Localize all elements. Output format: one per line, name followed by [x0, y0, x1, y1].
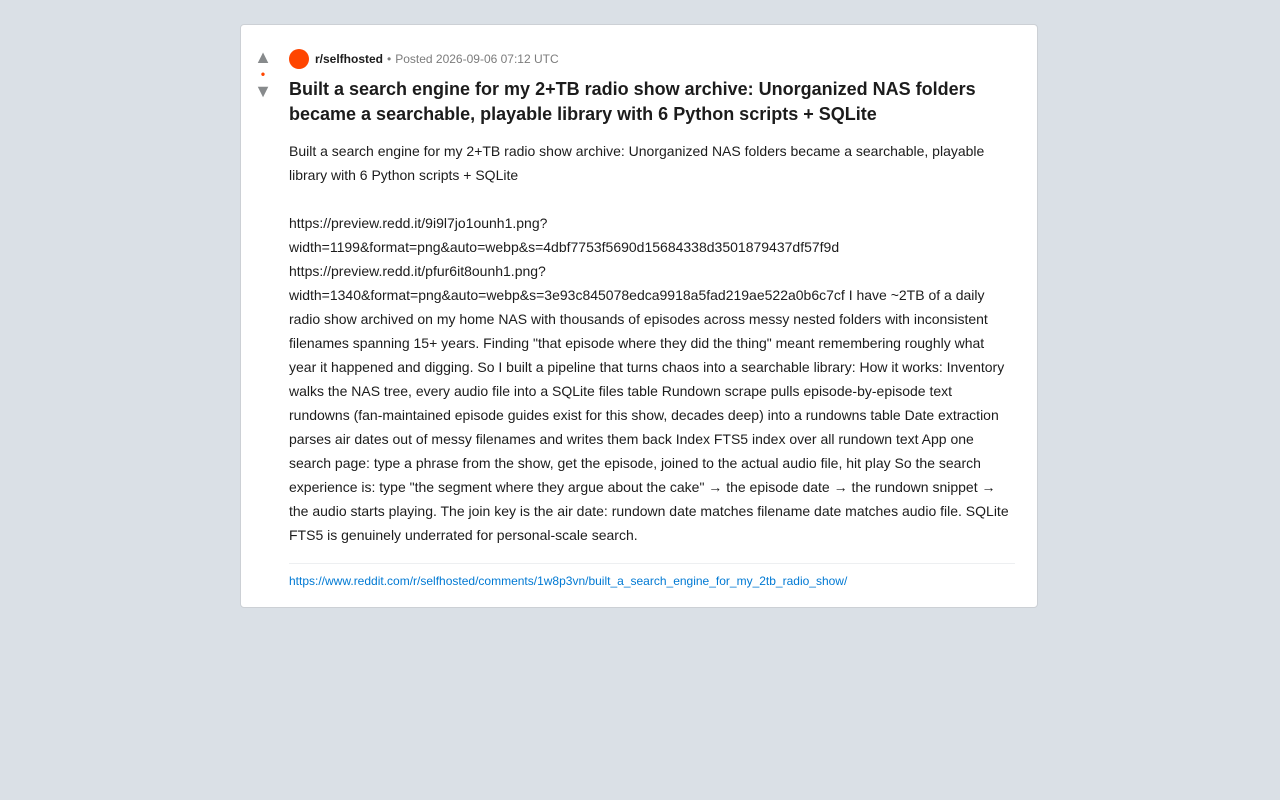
post-content	[289, 49, 1015, 589]
upvote-arrow-icon[interactable]: ▲	[254, 47, 272, 67]
vote-column	[251, 47, 275, 101]
body-link-2-part-a: https://preview.redd.it/pfur6it8ounh1.png?	[289, 263, 546, 279]
subreddit-icon[interactable]	[289, 49, 309, 69]
permalink-link[interactable]: https://www.reddit.com/r/selfhosted/comments/1w8p3vn/built_a_search_engine_for_my_2tb_radio_show/	[289, 574, 848, 588]
body-link-1-part-a: https://preview.redd.it/9i9l7jo1ounh1.png?	[289, 215, 548, 231]
body-link-1-part-b: width=1199&format=png&auto=webp&s=4dbf7753f5690d15684338d3501879437df57f9d	[289, 239, 840, 255]
body-intro: Built a search engine for my 2+TB radio show archive: Unorganized NAS folders became a searchable, playable library with 6 Python scripts + SQLite	[289, 143, 985, 183]
post-body	[289, 139, 1015, 547]
meta-separator: •	[387, 52, 392, 66]
body-main-text: width=1340&format=png&auto=webp&s=3e93c845078edca9918a5fad219ae522a0b6c7cf I have ~2TB of a daily radio show archived on my home NAS with thousands of episodes across messy nested folders with inconsistent filenames spanning 15+ years. Finding "that episode where they did the thing" meant remembering roughly what year it happened and digging. So I built a pipeline that turns chaos into a searchable library: How it works: Inventory walks the NAS tree, every audio file into a SQLite files table Rundown scrape pulls episode-by-episode text rundowns (fan-maintained episode guides exist for this show, decades deep) into a rundowns table Date extraction parses air dates out of messy filenames and writes them back Index FTS5 index over all rundown text App one search page: type a phrase from the show, get the episode, joined to the actual audio file, hit play So the search experience is: type "the segment where they argue about the cake" → the episode date → the rundown snippet → the audio starts playing. The join key is the air date: rundown date matches filename date matches audio file. SQLite FTS5 is genuinely underrated for personal-scale search.	[289, 287, 1009, 543]
downvote-arrow-icon[interactable]: ▼	[254, 81, 272, 101]
vote-score: •	[260, 67, 266, 81]
post-footer	[289, 563, 1015, 589]
post-title[interactable]: Built a search engine for my 2+TB radio show archive: Unorganized NAS folders became a searchable, playable library with 6 Python scripts + SQLite	[289, 79, 976, 124]
post-card	[240, 24, 1038, 608]
post-timestamp: Posted 2026-09-06 07:12 UTC	[395, 52, 559, 66]
paragraph-gap	[289, 187, 1015, 211]
subreddit-name[interactable]: r/selfhosted	[315, 52, 384, 66]
post-meta	[289, 49, 1015, 69]
